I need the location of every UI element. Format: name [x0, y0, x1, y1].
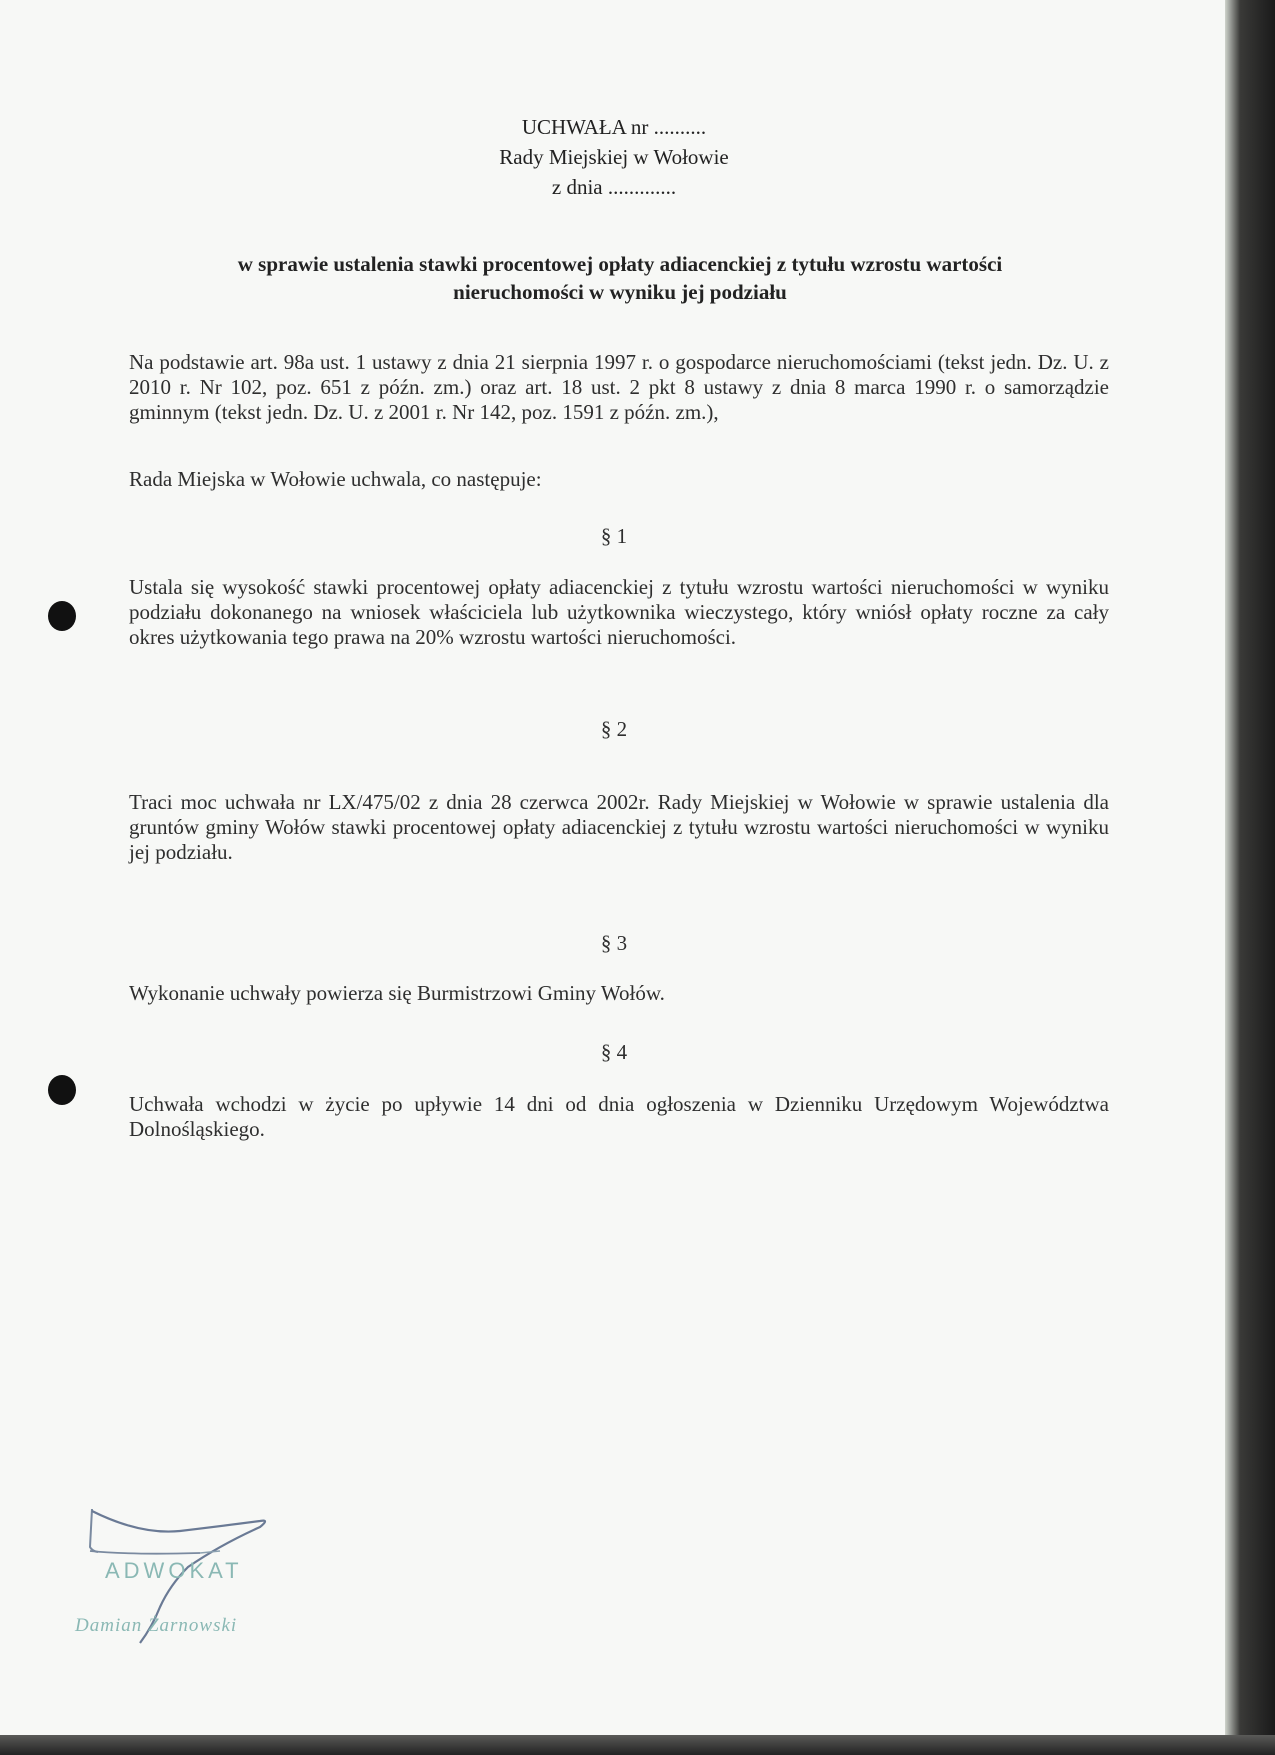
stamp-title: ADWOKAT	[105, 1558, 243, 1583]
resolution-number: UCHWAŁA nr ..........	[521, 115, 707, 139]
resolution-date: z dnia .............	[551, 175, 677, 199]
section-1-text: Ustala się wysokość stawki procentowej opłaty adiacenckiej z tytułu wzrostu wartości nieruchomości w wyniku podziału dokonanego na wniosek właściciela lub użytkownika wieczystego, który wniósł opłaty roczne za cały okres użytkowania tego prawa na 20% wzrostu wartości nieruchomości.	[129, 575, 1109, 649]
stamp-name: Damian Żarnowski	[75, 1615, 238, 1636]
section-3-text: Wykonanie uchwały powierza się Burmistrzowi Gminy Wołów.	[129, 981, 665, 1005]
section-3-mark: § 3	[600, 931, 628, 955]
resolution-subject	[150, 250, 1090, 306]
section-2-text: Traci moc uchwała nr LX/475/02 z dnia 28 czerwca 2002r. Rady Miejskiej w Wołowie w sprawie ustalenia dla gruntów gminy Wołów stawki procentowej opłaty adiacenckiej z tytułu wzrostu wartości nieruchomości w wyniku jej podziału.	[129, 790, 1109, 864]
scanner-edge-bottom	[0, 1735, 1275, 1755]
scanner-edge-right	[1225, 0, 1275, 1755]
section-2-mark: § 2	[600, 717, 628, 741]
subject-line-1: w sprawie ustalenia stawki procentowej opłaty adiacenckiej z tytułu wzrostu wartości	[237, 252, 1003, 276]
resolution-header	[0, 112, 1228, 202]
subject-line-2: nieruchomości w wyniku jej podziału	[453, 280, 787, 304]
section-4-mark: § 4	[600, 1040, 628, 1064]
section-4-text: Uchwała wchodzi w życie po upływie 14 dni od dnia ogłoszenia w Dzienniku Urzędowym Województwa Dolnośląskiego.	[129, 1092, 1109, 1141]
punch-hole-top	[48, 601, 76, 631]
advocate-stamp	[70, 1505, 290, 1645]
punch-hole-bottom	[48, 1075, 76, 1105]
council-name: Rady Miejskiej w Wołowie	[499, 145, 729, 169]
resolves-paragraph: Rada Miejska w Wołowie uchwala, co następuje:	[129, 467, 542, 491]
legal-basis-paragraph: Na podstawie art. 98a ust. 1 ustawy z dnia 21 sierpnia 1997 r. o gospodarce nieruchomościami (tekst jedn. Dz. U. z 2010 r. Nr 102, poz. 651 z późn. zm.) oraz art. 18 ust. 2 pkt 8 ustawy z dnia 8 marca 1990 r. o samorządzie gminnym (tekst jedn. Dz. U. z 2001 r. Nr 142, poz. 1591 z późn. zm.),	[129, 350, 1109, 424]
section-1-mark: § 1	[600, 524, 628, 548]
